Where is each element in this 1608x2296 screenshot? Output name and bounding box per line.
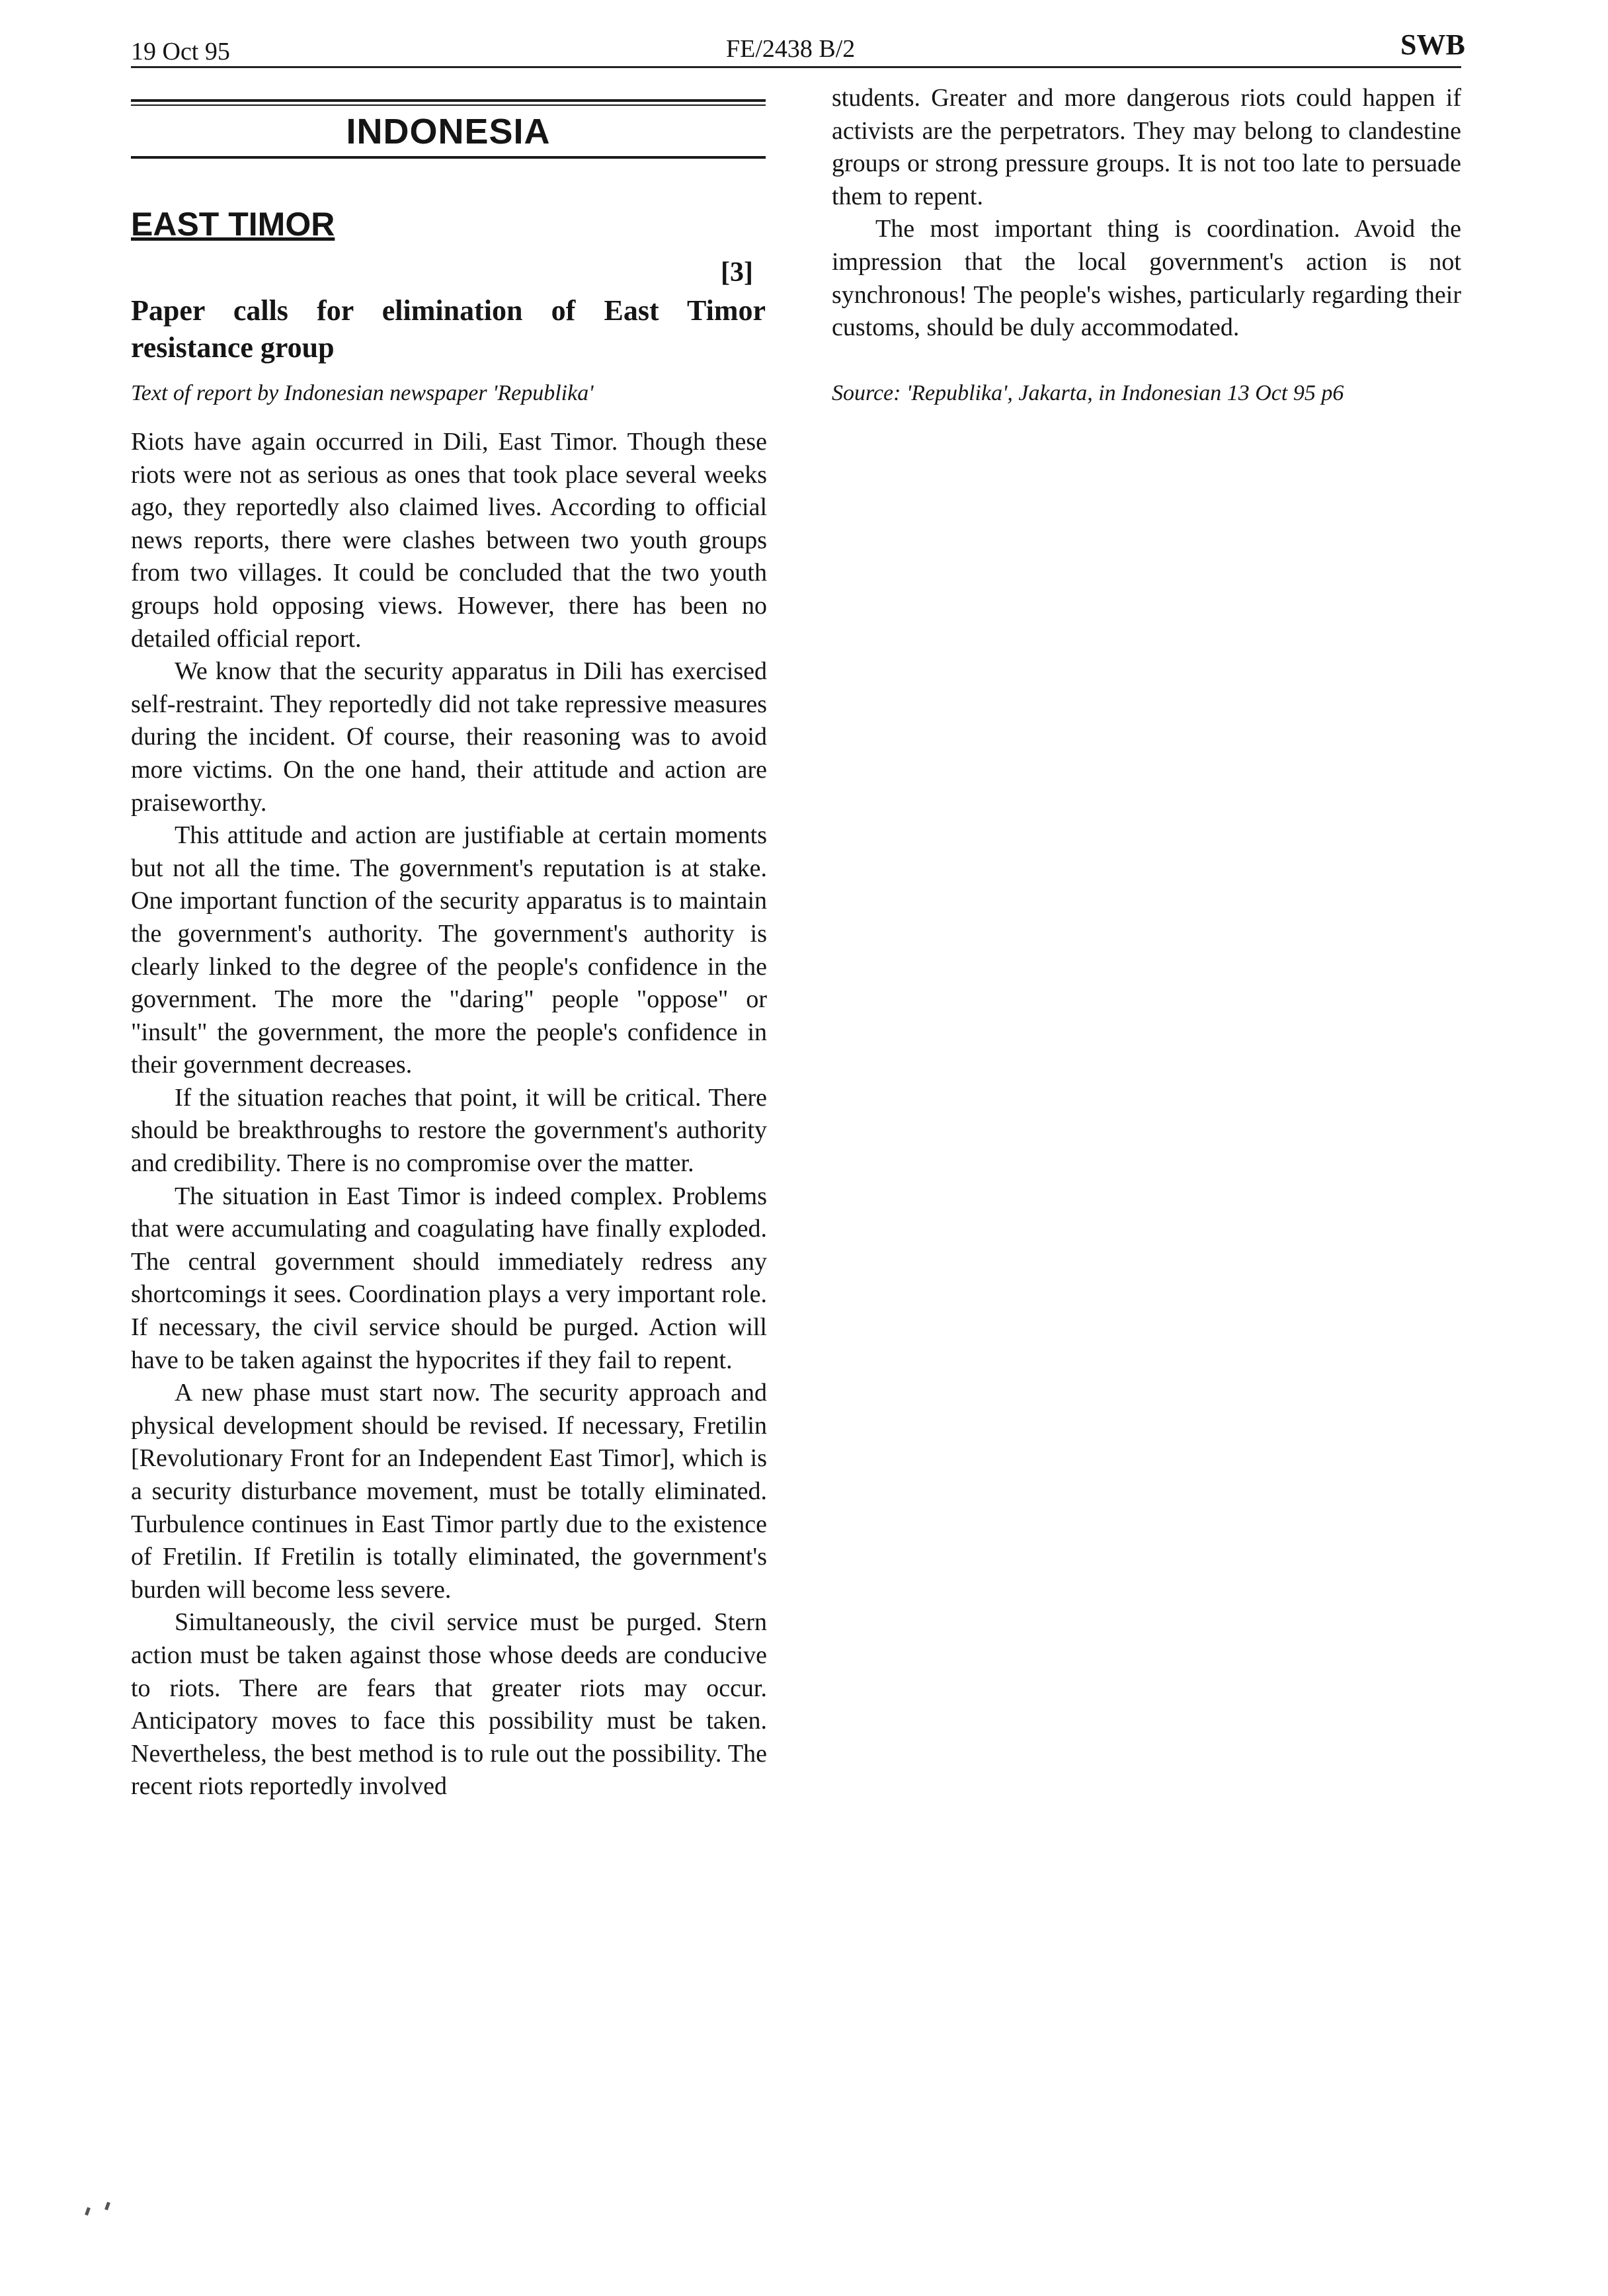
item-number: [3] [721, 257, 753, 288]
paragraph: The most important thing is coordination. Avoid the impression that the local government's action is not synchronous! The people's wishes, particularly regarding their customs, should be duly accommodated. [832, 215, 1461, 342]
section-rule-bottom [131, 156, 766, 159]
left-column [131, 426, 767, 1803]
paragraph: If the situation reaches that point, it will be critical. There should be breakthroughs to restore the government's authority and credibility. There is no compromise over the matter. [131, 1083, 767, 1178]
article-intro: Text of report by Indonesian newspaper 'Republika' [131, 381, 594, 405]
article-headline: Paper calls for elimination of East Timor resistance group [131, 294, 766, 364]
paragraph: Simultaneously, the civil service must be purged. Stern action must be taken against those whose deeds are conducive to riots. There are fears that greater riots may occur. Anticipatory moves to face this possibility must be taken. Nevertheless, the best method is to rule out the possibility. The recent riots reportedly involved [131, 1608, 767, 1801]
section-rule-top-thin [131, 104, 766, 106]
scan-speck [104, 2202, 110, 2211]
scan-speck [85, 2207, 91, 2216]
paragraph: We know that the security apparatus in Dili has exercised self-restraint. They reportedly did not take repressive measures during the incident. Of course, their reasoning was to avoid more victims. On the one hand, their attitude and action are praiseworthy. [131, 657, 767, 817]
header-date: 19 Oct 95 [131, 38, 230, 65]
paragraph: A new phase must start now. The security approach and physical development should be revised. If necessary, Fretilin [Revolutionary Front for an Independent East Timor], which is a security disturbance movement, must be totally eliminated. Turbulence continues in East Timor partly due to the existence of Fretilin. If Fretilin is totally eliminated, the government's burden will become less severe. [131, 1379, 767, 1604]
paragraph: The situation in East Timor is indeed complex. Problems that were accumulating and coagulating have finally exploded. The central government should immediately redress any shortcomings it sees. Coordination plays a very important role. If necessary, the civil service should be purged. Action will have to be taken against the hypocrites if they fail to repent. [131, 1182, 767, 1374]
paragraph: Riots have again occurred in Dili, East Timor. Though these riots were not as serious as ones that took place several weeks ago, they reportedly also claimed lives. According to official news reports, there were clashes between two youth groups from two villages. It could be concluded that the two youth groups hold opposing views. However, there has been no detailed official report. [131, 428, 767, 653]
header-reference: FE/2438 B/2 [726, 35, 856, 63]
region-heading: EAST TIMOR [131, 206, 335, 243]
section-country-title: INDONESIA [346, 112, 551, 151]
paragraph: This attitude and action are justifiable at certain moments but not all the time. The government's reputation is at stake. One important function of the security apparatus is to maintain the government's authority. The government's authority is clearly linked to the degree of the people's confidence in the government. The more the "daring" people "oppose" or "insult" the government, the more the people's confidence in their government decreases. [131, 821, 767, 1079]
right-column [832, 82, 1461, 345]
header-logo: SWB [1400, 28, 1465, 61]
paragraph: students. Greater and more dangerous riots could happen if activists are the perpetrators. They may belong to clandestine groups or strong pressure groups. It is not too late to persuade them to repent. [832, 84, 1461, 210]
section-rule-top [131, 99, 766, 102]
source-citation: Source: 'Republika', Jakarta, in Indonesian 13 Oct 95 p6 [832, 381, 1344, 405]
header-rule [131, 66, 1461, 68]
